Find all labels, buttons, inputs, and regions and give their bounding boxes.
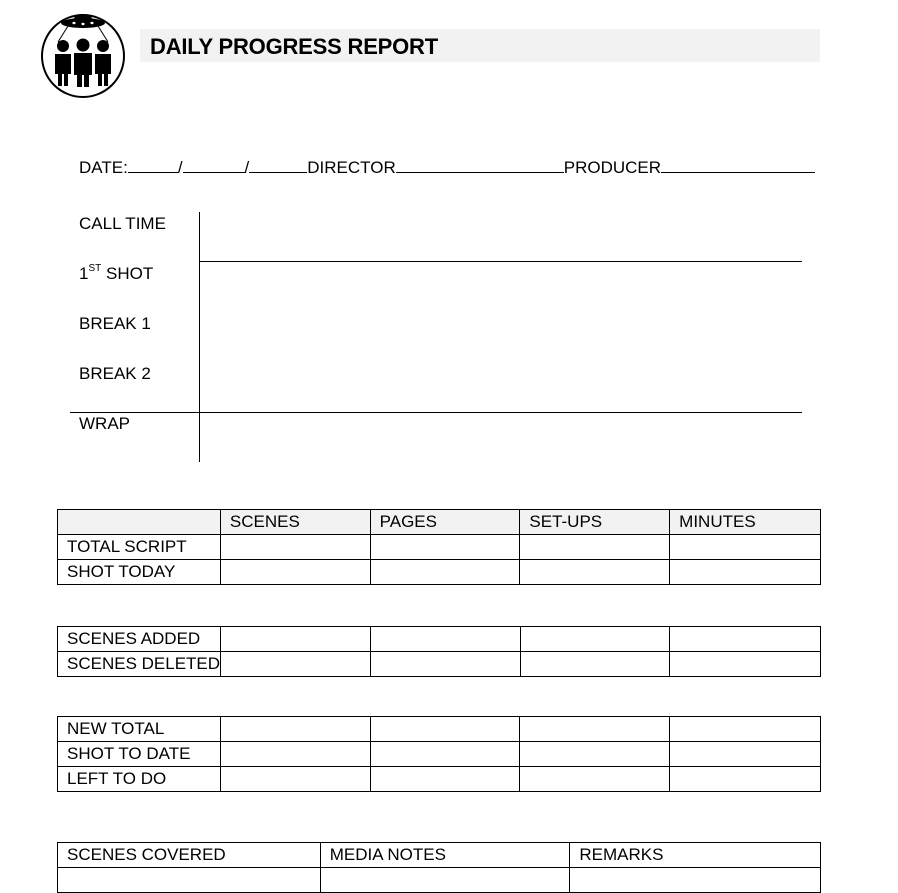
header-empty-cell [58, 510, 221, 535]
running-totals-table [57, 716, 821, 792]
cell-input[interactable] [320, 868, 570, 893]
cell-input[interactable] [58, 868, 321, 893]
info-line [79, 156, 815, 178]
column-header-setups: SET-UPS [520, 510, 670, 535]
producer-label: PRODUCER [563, 158, 662, 177]
cell-input[interactable] [670, 767, 821, 792]
cell-input[interactable] [220, 767, 370, 792]
column-header-scenes-covered: SCENES COVERED [58, 843, 321, 868]
cell-input[interactable] [220, 535, 370, 560]
date-separator-1: / [177, 158, 183, 177]
cell-input[interactable] [370, 767, 520, 792]
row-label-scenes-deleted: SCENES DELETED [58, 652, 221, 677]
column-header-media-notes: MEDIA NOTES [320, 843, 570, 868]
script-totals-table [57, 509, 821, 585]
break2-label: BREAK 2 [79, 364, 151, 383]
title-band [140, 29, 820, 62]
cell-input[interactable] [220, 742, 370, 767]
director-label: DIRECTOR [307, 158, 396, 177]
column-header-pages: PAGES [370, 510, 520, 535]
cell-input[interactable] [670, 535, 821, 560]
date-month-blank[interactable] [128, 156, 178, 173]
page-title: DAILY PROGRESS REPORT [150, 34, 438, 59]
table-header-row [58, 510, 821, 535]
date-year-blank[interactable] [249, 156, 307, 173]
ufo-abduction-logo-icon [40, 14, 127, 98]
row-label-shot-today: SHOT TODAY [58, 560, 221, 585]
row-label-scenes-added: SCENES ADDED [58, 627, 221, 652]
call-time-label: CALL TIME [79, 214, 166, 233]
cell-input[interactable] [520, 535, 670, 560]
table-row [58, 767, 821, 792]
first-shot-number: 1 [79, 264, 89, 283]
first-shot-suffix: ST [88, 263, 102, 274]
table-header-row [58, 843, 821, 868]
row-label-left-to-do: LEFT TO DO [58, 767, 221, 792]
column-header-remarks: REMARKS [570, 843, 821, 868]
cell-input[interactable] [220, 717, 370, 742]
cell-input[interactable] [220, 560, 370, 585]
times-divider-top [199, 261, 802, 262]
producer-blank[interactable] [661, 156, 815, 173]
cell-input[interactable] [670, 627, 821, 652]
cell-input[interactable] [520, 560, 670, 585]
table-row [58, 560, 821, 585]
row-label-new-total: NEW TOTAL [58, 717, 221, 742]
cell-input[interactable] [520, 627, 670, 652]
cell-input[interactable] [520, 742, 670, 767]
date-day-blank[interactable] [183, 156, 245, 173]
table-row [58, 868, 821, 893]
table-row [58, 652, 821, 677]
cell-input[interactable] [520, 652, 670, 677]
times-divider-bottom [70, 412, 802, 413]
scenes-changes-table [57, 626, 821, 677]
row-label-total-script: TOTAL SCRIPT [58, 535, 221, 560]
first-shot-label [79, 264, 153, 284]
wrap-label: WRAP [79, 414, 130, 433]
row-label-shot-to-date: SHOT TO DATE [58, 742, 221, 767]
cell-input[interactable] [370, 560, 520, 585]
director-blank[interactable] [396, 156, 564, 173]
cell-input[interactable] [670, 560, 821, 585]
cell-input[interactable] [670, 742, 821, 767]
column-header-scenes: SCENES [220, 510, 370, 535]
cell-input[interactable] [370, 652, 520, 677]
cell-input[interactable] [370, 742, 520, 767]
table-row [58, 742, 821, 767]
cell-input[interactable] [570, 868, 821, 893]
date-separator-2: / [244, 158, 250, 177]
cell-input[interactable] [670, 652, 821, 677]
cell-input[interactable] [370, 627, 520, 652]
table-row [58, 717, 821, 742]
cell-input[interactable] [370, 535, 520, 560]
cell-input[interactable] [520, 717, 670, 742]
break1-label: BREAK 1 [79, 314, 151, 333]
column-header-minutes: MINUTES [670, 510, 821, 535]
cell-input[interactable] [370, 717, 520, 742]
cell-input[interactable] [670, 717, 821, 742]
table-row [58, 535, 821, 560]
cell-input[interactable] [520, 767, 670, 792]
notes-table [57, 842, 821, 893]
times-divider-vertical [199, 212, 200, 462]
cell-input[interactable] [221, 627, 371, 652]
table-row [58, 627, 821, 652]
first-shot-text: SHOT [105, 264, 154, 283]
date-label: DATE: [79, 158, 128, 177]
cell-input[interactable] [221, 652, 371, 677]
